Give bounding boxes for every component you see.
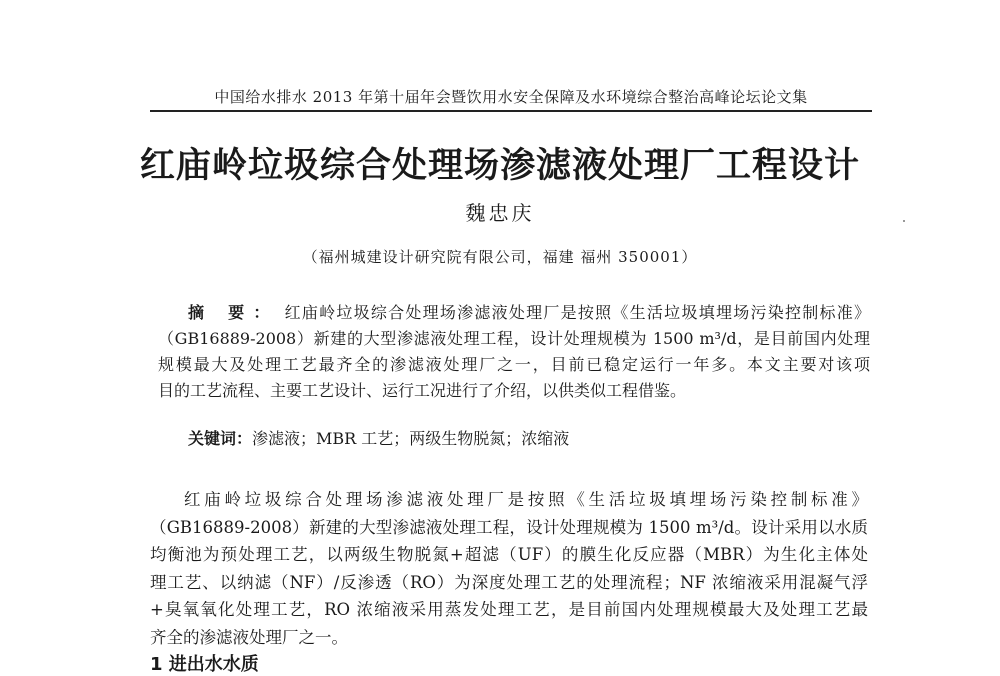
body-line: 均衡池为预处理工艺，以两级生物脱氮+超滤（UF）的膜生化反应器（MBR）为生化主体处 <box>150 545 868 564</box>
abstract-line-text: 红庙岭垃圾综合处理场渗滤液处理厂是按照《生活垃圾填埋场污染控制标准》 <box>284 303 870 322</box>
abstract-label: 摘 要： <box>188 303 279 322</box>
body-line: 红庙岭垃圾综合处理场渗滤液处理厂是按照《生活垃圾填埋场污染控制标准》 <box>184 490 868 509</box>
abstract-line: 目的工艺流程、主要工艺设计、运行工况进行了介绍，以供类似工程借鉴。 <box>158 381 687 400</box>
paper-author: 魏忠庆 <box>465 201 535 225</box>
running-header: 中国给水排水 2013 年第十届年会暨饮用水安全保障及水环境综合整治高峰论坛论文集 <box>214 88 808 106</box>
section-heading: 1 进出水水质 <box>150 654 259 675</box>
abstract-line <box>158 300 870 326</box>
abstract-line: （GB16889-2008）新建的大型渗滤液处理工程，设计处理规模为 1500 m³/d，是目前国内处理 <box>158 329 870 348</box>
paper-affiliation: （福州城建设计研究院有限公司，福建 福州 350001） <box>302 248 698 266</box>
header-rule <box>150 110 872 112</box>
body-line: 齐全的渗滤液处理厂之一。 <box>150 627 348 647</box>
body-paragraph <box>150 486 868 651</box>
keywords-label: 关键词： <box>188 429 253 448</box>
body-line: 理工艺、以纳滤（NF）/反渗透（RO）为深度处理工艺的处理流程；NF 浓缩液采用混凝气浮 <box>150 572 868 592</box>
scan-speck <box>903 220 905 222</box>
paper-title: 红庙岭垃圾综合处理场渗滤液处理厂工程设计 <box>139 146 860 186</box>
keywords <box>188 426 569 449</box>
body-line: （GB16889-2008）新建的大型渗滤液处理工程，设计处理规模为 1500 m³/d。设计采用以水质 <box>150 517 868 537</box>
abstract-line: 规模最大及处理工艺最齐全的渗滤液处理厂之一，目前已稳定运行一年多。本文主要对该项 <box>158 355 870 374</box>
body-line: +臭氧氧化处理工艺，RO 浓缩液采用蒸发处理工艺，是目前国内处理规模最大及处理工艺最 <box>150 600 868 619</box>
keywords-text: 渗滤液；MBR 工艺；两级生物脱氮；浓缩液 <box>252 429 570 448</box>
abstract <box>158 300 870 404</box>
